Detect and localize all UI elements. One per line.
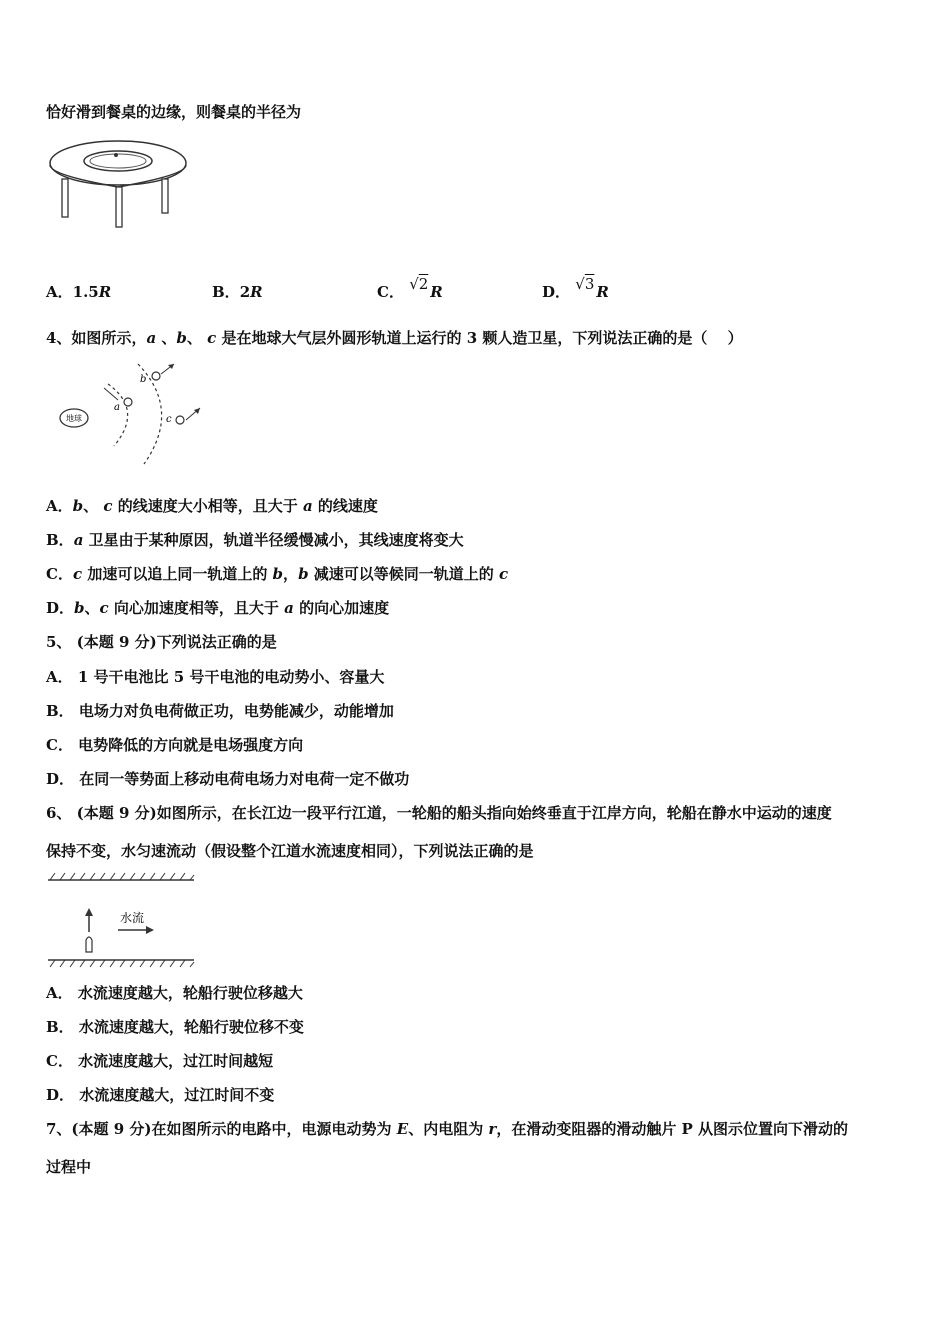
- q6-stem-line1: 6、 (本题 9 分)如图所示，在长江边一段平行江道，一轮船的船头指向始终垂直于江岸方向，轮船在静水中运动的速度: [46, 804, 832, 822]
- round-table-figure: [46, 135, 191, 235]
- sat-c-label: c: [166, 414, 172, 425]
- q5-option-a[interactable]: A． 1 号干电池比 5 号干电池的电动势小、容量大: [46, 668, 385, 686]
- q6-option-b[interactable]: B． 水流速度越大，轮船行驶位移不变: [46, 1018, 304, 1036]
- satellite-orbit-figure: [56, 360, 226, 470]
- q4-option-d[interactable]: D．b、c 向心加速度相等，且大于 a 的向心加速度: [46, 599, 390, 617]
- q4-option-c[interactable]: C．c 加速可以追上同一轨道上的 b，b 减速可以等候同一轨道上的 c: [46, 565, 509, 583]
- q5-option-c[interactable]: C． 电势降低的方向就是电场强度方向: [46, 736, 304, 754]
- sat-a-label: a: [114, 402, 120, 413]
- q6-option-d[interactable]: D． 水流速度越大，过江时间不变: [46, 1086, 275, 1104]
- q5-option-d[interactable]: D． 在同一等势面上移动电荷电场力对电荷一定不做功: [46, 770, 410, 788]
- q5-option-b[interactable]: B． 电场力对负电荷做正功，电势能减少，动能增加: [46, 702, 394, 720]
- q3-option-c[interactable]: C． √2 R: [377, 275, 443, 301]
- q4-option-b[interactable]: B．a 卫星由于某种原因，轨道半径缓慢减小，其线速度将变大: [46, 531, 464, 549]
- q7-stem-line2: 过程中: [46, 1158, 92, 1176]
- q6-stem-line2: 保持不变，水匀速流动（假设整个江道水流速度相同），下列说法正确的是: [46, 842, 534, 860]
- q3-option-b[interactable]: B．2R: [212, 283, 263, 301]
- q3-option-a[interactable]: A．1.5R: [46, 283, 112, 301]
- river-figure: [46, 870, 196, 970]
- q3-option-d[interactable]: D． √3 R: [542, 275, 609, 301]
- sqrt-3: √3: [575, 275, 595, 293]
- sqrt-2: √2: [409, 275, 429, 293]
- q3-stem-tail: 恰好滑到餐桌的边缘，则餐桌的半径为: [46, 103, 302, 121]
- q6-option-a[interactable]: A． 水流速度越大，轮船行驶位移越大: [46, 984, 303, 1002]
- q4-option-a[interactable]: A．b、 c 的线速度大小相等，且大于 a 的线速度: [46, 497, 378, 515]
- earth-label: 地球: [66, 414, 82, 423]
- q7-stem-line1: 7、(本题 9 分)在如图所示的电路中，电源电动势为 E、内电阻为 r，在滑动变阻器的滑动触片 P 从图示位置向下滑动的: [46, 1120, 849, 1138]
- water-flow-label: 水流: [120, 911, 145, 925]
- q6-option-c[interactable]: C． 水流速度越大，过江时间越短: [46, 1052, 274, 1070]
- sat-b-label: b: [140, 374, 147, 385]
- q4-stem: 4、如图所示，a 、b、 c 是在地球大气层外圆形轨道上运行的 3 颗人造卫星，下列说法正确的是（ ）: [46, 329, 743, 347]
- q5-stem: 5、 (本题 9 分)下列说法正确的是: [46, 633, 277, 651]
